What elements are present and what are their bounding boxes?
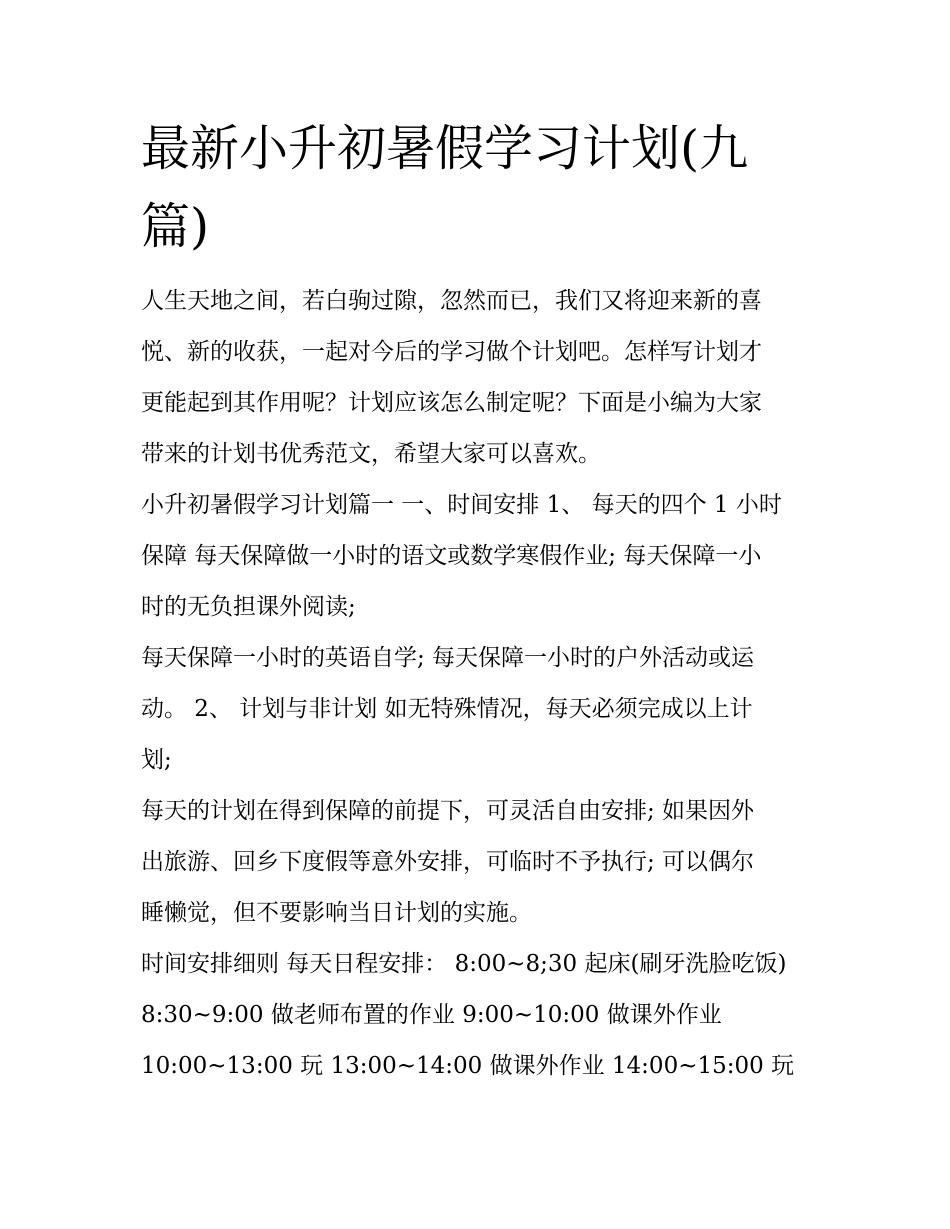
document-body (141, 276, 821, 1092)
title-line: 篇) (141, 198, 210, 255)
body-line: 每天保障一小时的英语自学; 每天保障一小时的户外活动或运 (141, 645, 755, 671)
body-line: 时的无负担课外阅读; (141, 594, 356, 620)
body-line: 悦、新的收获，一起对今后的学习做个计划吧。怎样写计划才 (141, 339, 762, 365)
body-line: 带来的计划书优秀范文，希望大家可以喜欢。 (141, 441, 601, 467)
body-line: 时间安排细则 每天日程安排： 8:00~8;30 起床(刷牙洗脸吃饭) (141, 951, 787, 977)
document-title (141, 110, 801, 266)
body-line: 动。 2、 计划与非计划 如无特殊情况，每天必须完成以上计 (141, 696, 753, 722)
body-line: 人生天地之间，若白驹过隙，忽然而已，我们又将迎来新的喜 (141, 288, 762, 314)
body-line: 睡懒觉，但不要影响当日计划的实施。 (141, 900, 532, 926)
title-line: 最新小升初暑假学习计划(九 (141, 120, 749, 177)
body-line: 8:30~9:00 做老师布置的作业 9:00~10:00 做课外作业 (141, 1002, 722, 1028)
body-line: 出旅游、回乡下度假等意外安排，可临时不予执行; 可以偶尔 (141, 849, 755, 875)
body-line: 每天的计划在得到保障的前提下，可灵活自由安排; 如果因外 (141, 798, 755, 824)
body-line: 更能起到其作用呢？计划应该怎么制定呢？下面是小编为大家 (141, 390, 762, 416)
body-line: 10:00~13:00 玩 13:00~14:00 做课外作业 14:00~15:00 玩 (141, 1053, 795, 1079)
body-line: 划; (141, 747, 172, 773)
body-line: 小升初暑假学习计划篇一 一、时间安排 1、 每天的四个 1 小时 (141, 492, 782, 518)
body-line: 保障 每天保障做一小时的语文或数学寒假作业; 每天保障一小 (141, 543, 762, 569)
